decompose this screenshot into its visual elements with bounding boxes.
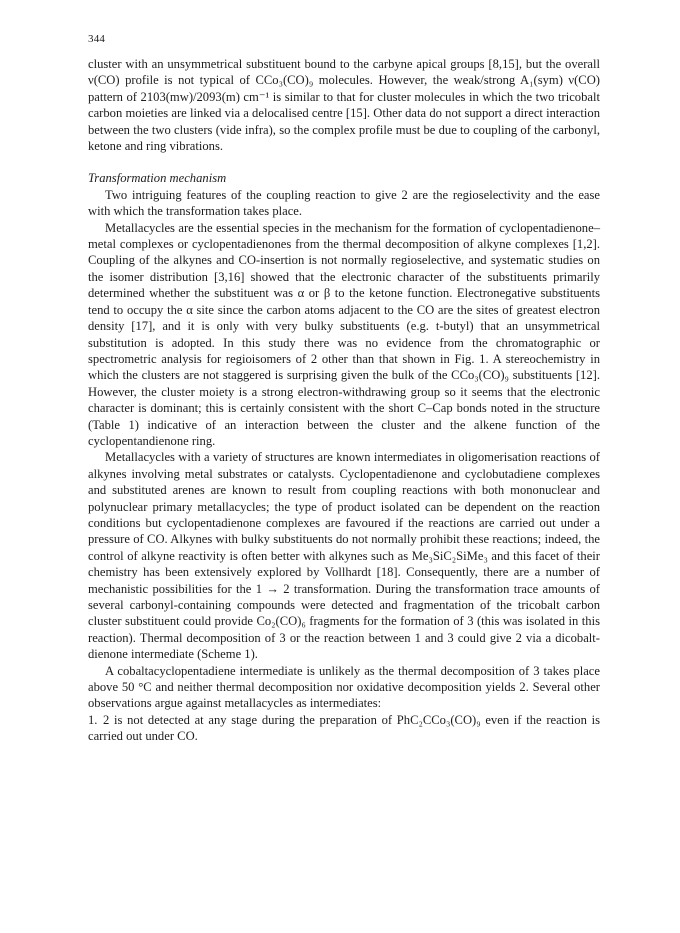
page-number: 344	[88, 33, 106, 45]
section-gap	[88, 154, 600, 170]
paragraph-3: Metallacycles are the essential species in the mechanism for the formation of cyclopentadienone–metal complexes or cyclopentadienones from the thermal decomposition of alkyne complexes [1,2]. Coupling of the alkynes and CO-insertion is not normally regioselective, and systematic studies on the isomer distribution [3,16] showed that the electronic character of the substituents primarily determined whether the substituent was α or β to the ketone function. Electronegative substituents tend to occupy the α site since the carbon atoms adjacent to the CO are the sites of greatest electron density [17], and it is only with very bulky substituents (e.g. t-butyl) that an unsymmetrical substitution is adopted. In this study there was no evidence from the chromatographic or spectrometric analysis for regioisomers of 2 other than that shown in Fig. 1. A stereochemistry in which the clusters are not staggered is surprising given the bulk of the CCo₃(CO)₉ substituents [12]. However, the cluster moiety is a strong electron-withdrawing group so it seems that the electronic character is dominant; this is certainly consistent with the short C–Cap bonds noted in the structure (Table 1) indicative of an interaction between the cluster and the alkene function of the cyclopentandienone ring.	[88, 220, 600, 448]
paragraph-1: cluster with an unsymmetrical substituent bound to the carbyne apical groups [8,15], but the overall ν(CO) profile is not typical of CCo₃(CO)₉ molecules. However, the weak/strong A₁(sym) ν(CO) pattern of 2103(mw)/2093(m) cm⁻¹ is similar to that for cluster molecules in which the two tricobalt carbon moieties are linked via a delocalised centre [15]. Other data do not support a direct interaction between the two clusters (vide infra), so the complex profile must be due to coupling of the carbonyl, ketone and ring vibrations.	[88, 57, 600, 154]
paragraph-5: A cobaltacyclopentadiene intermediate is unlikely as the thermal decomposition of 3 takes place above 50 °C and neither thermal decomposition nor oxidative decomposition yields 2. Several other observations argue against metallacycles as intermediates:	[88, 663, 600, 711]
section-heading: Transformation mechanism	[88, 171, 227, 186]
body-text	[88, 56, 600, 745]
paragraph-4: Metallacycles with a variety of structures are known intermediates in oligomerisation reactions of alkynes involving metal substrates or catalysts. Cyclopentadienone and cyclobutadiene complexes and substituted arenes are known to result from coupling reactions with both mononuclear and polynuclear primary metallacycles; the type of product isolated can be dependent on the reaction conditions but cyclopentadienone complexes are favoured if the reactions are carried out under a pressure of CO. Alkynes with bulky substituents do not normally prohibit these reactions; indeed, the control of alkyne reactivity is often better with alkynes such as Me₃SiC₂SiMe₃ and this facet of their chemistry has been extensively explored by Vollhardt [18]. Consequently, there are a number of mechanistic possibilities for the 1 → 2 transformation. During the transformation trace amounts of several carbonyl-containing compounds were detected and fragmentation of the tricobalt carbon cluster substituent could provide Co₂(CO)₆ fragments for the formation of 3 (this was isolated in this reaction). Thermal decomposition of 3 or the reaction between 1 and 3 could give 2 via a dicobalt-dienone intermediate (Scheme 1).	[88, 450, 600, 662]
list-item-number: 1.	[88, 712, 98, 727]
paragraph-2: Two intriguing features of the coupling reaction to give 2 are the regioselectivity and the ease with which the transformation takes place.	[88, 187, 600, 219]
list-item	[88, 712, 600, 745]
list-item-text: 2 is not detected at any stage during the preparation of PhC₂CCo₃(CO)₉ even if the reaction is carried out under CO.	[88, 712, 600, 744]
